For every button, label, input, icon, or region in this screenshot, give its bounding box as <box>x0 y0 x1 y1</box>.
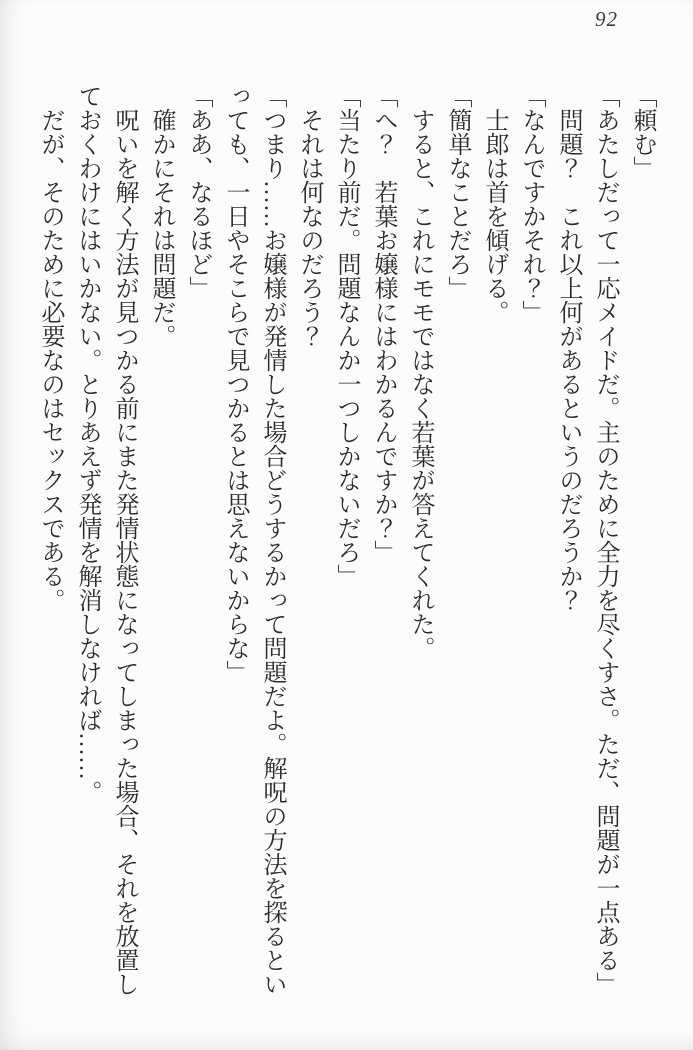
paragraph: 確かにそれは問題だ。 <box>148 108 174 348</box>
paragraph: 「頼む」 <box>629 84 655 180</box>
paragraph: 問題？ これ以上何があるというのだろうか？ <box>555 108 581 612</box>
paragraph: 呪いを解く方法が見つかる前にまた発情状態になってしまった場合、それを放置しておくわけにはいかない。とりあえず発情を解消しなければ……。 <box>74 84 137 996</box>
page-number: 92 <box>595 7 618 31</box>
paragraph: 「へ？ 若葉お嬢様にはわかるんですか？」 <box>370 84 396 564</box>
vertical-text-block <box>31 84 660 1000</box>
paragraph: 「なんですかそれ？」 <box>518 84 544 324</box>
paragraph: 士郎は首を傾げる。 <box>481 108 507 324</box>
paragraph: それは何なのだろう？ <box>296 108 322 348</box>
paragraph: すると、これにモモではなく若葉が答えてくれた。 <box>407 108 433 660</box>
paragraph: 「あたしだって一応メイドだ。主のために全力を尽くすさ。ただ、問題が一点ある」 <box>592 84 618 996</box>
paragraph: だが、そのために必要なのはセックスである。 <box>37 108 63 612</box>
paragraph: 「ああ、なるほど」 <box>185 84 211 300</box>
paragraph: 「当たり前だ。問題なんか一つしかないだろ」 <box>333 84 359 588</box>
paragraph: 「簡単なことだろ」 <box>444 84 470 300</box>
paragraph: 「つまり……お嬢様が発情した場合どうするかって問題だよ。解呪の方法を探るといっても、一日やそこらで見つかるとは思えないからな」 <box>222 84 285 996</box>
